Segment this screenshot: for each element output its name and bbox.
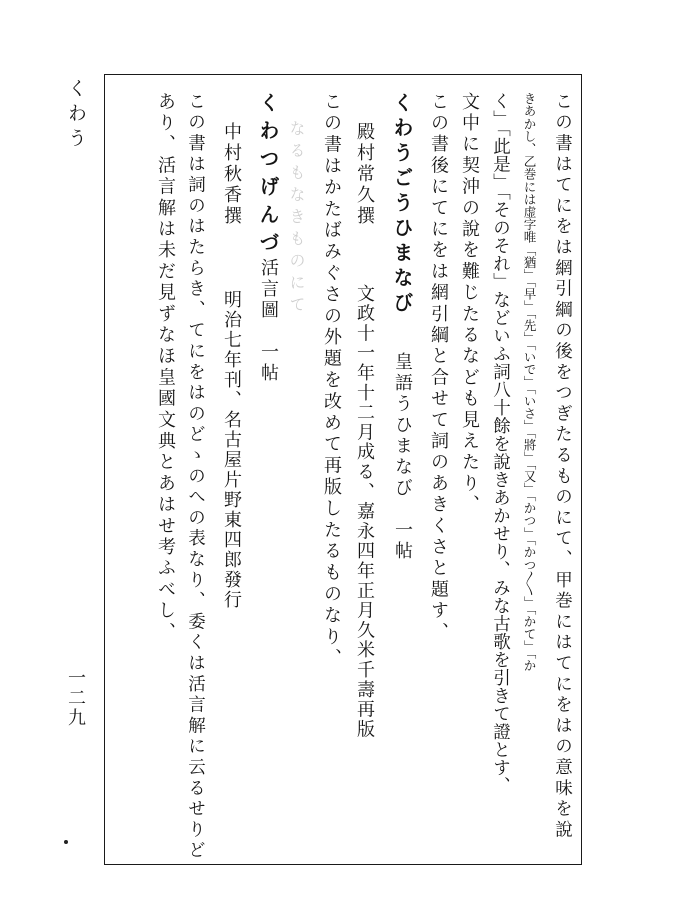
- entry-text-line: く」「此是」「そのそれ」などいふ詞八十餘を說きあかせり、みな古歌を引きて證とす、: [490, 92, 511, 795]
- entry-alt-title: 活言圖 一帖: [258, 258, 279, 384]
- entry-text-line: 文中に契沖の說を難じたるなども見えたり、: [459, 92, 480, 516]
- entry-text-line: この書はてにをは網引綱の後をつぎたるものにて、甲巻にはてにをはの意味を說: [552, 92, 573, 841]
- entry-title: くわつげんづ: [256, 92, 280, 260]
- running-head: くわう: [65, 78, 87, 153]
- entry-description: この書は詞のはたらき、てにをはのどゝのへの表なり、委くは活言解に云るせりど: [185, 92, 206, 862]
- entry-text-line: この書後にてにをは網引綱と合せて詞のあきくさと題す、: [428, 92, 449, 644]
- entry-publication: 明治七年刊、名古屋片野東四郎發行: [221, 290, 242, 610]
- entry-author: 中村秋香撰: [221, 122, 242, 227]
- entry-title: くわうごうひまなび: [390, 92, 414, 317]
- entry-description: この書はかたばみぐさの外題を改めて再版したるものなり、: [321, 92, 342, 670]
- entry-alt-title: 皇語うひまなび 一帖: [392, 352, 413, 562]
- page-number: 一二九: [65, 668, 86, 728]
- show-through-text: なるもなきものにて: [287, 120, 306, 318]
- entry-description: あり、活言解は未だ見ずなほ皇國文典とあはせ考ふべし、: [155, 92, 176, 644]
- entry-author: 殿村常久撰: [354, 122, 375, 227]
- entry-text-line: きあかし、乙巻には虚字唯「猶」「早」「先」「いで」「いさ」「將」「又」「かつ」「かつ〳〵」「かて」「か: [521, 92, 537, 672]
- ink-speck: [64, 840, 68, 844]
- entry-publication: 文政十一年十二月成る、嘉永四年正月久米千壽再版: [354, 284, 375, 740]
